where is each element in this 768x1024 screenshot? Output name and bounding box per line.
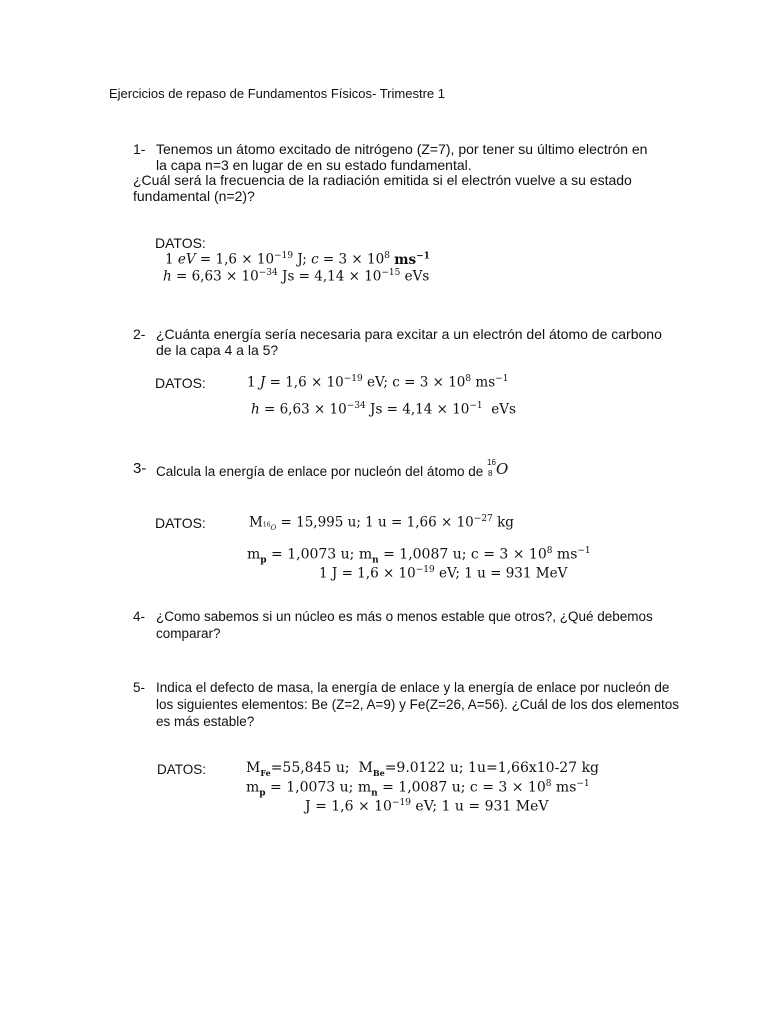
question-2-line-2: de la capa 4 a la 5? xyxy=(156,342,279,358)
question-1-line-2: la capa n=3 en lugar de en su estado fundamental. xyxy=(156,157,472,173)
question-3-text xyxy=(156,460,509,480)
question-1-formula-2: $h = 6,63 \times 10^{-34}$ $Js = 4,14 \times 10^{-15}$ eVs xyxy=(163,268,430,285)
question-2-number: 2- xyxy=(133,326,146,342)
question-4-line-1: ¿Como sabemos si un núcleo es más o menos estable que otros?, ¿Qué debemos xyxy=(156,609,653,624)
question-1-formula-1: 1 eV = $1,6 \times 10^{-19}$ J; $c = 3 \times 10^8$ $ms^{-1}$ xyxy=(165,251,430,268)
question-1-line-4: fundamental (n=2)? xyxy=(133,188,255,204)
question-2-datos-label: DATOS: xyxy=(155,375,206,391)
question-5-line-2: los siguientes elementos: Be (Z=2, A=9) y Fe(Z=26, A=56). ¿Cuál de los dos elementos xyxy=(156,697,680,712)
question-1-number: 1- xyxy=(133,141,146,157)
question-5-formula-1: $M_{Fe}=55,845$ u; $M_{Be}=9.0122$ u; 1u=1,66x10-27 kg xyxy=(246,760,600,778)
isotope-atomic-number: 8 xyxy=(488,469,493,478)
question-4-number: 4- xyxy=(133,609,146,624)
question-2-formula-1: 1 $J = 1,6 \times 10^{-19}$ eV; $c = 3 \times 10^8$ $ms^{-1}$ xyxy=(247,374,509,391)
question-1-line-1: Tenemos un átomo excitado de nitrógeno (Z=7), por tener su último electrón en xyxy=(156,141,648,157)
question-5-number: 5- xyxy=(133,680,146,695)
isotope-mass-number: 16 xyxy=(487,458,496,467)
question-5-datos-label: DATOS: xyxy=(157,762,207,777)
question-5-line-1: Indica el defecto de masa, la energía de enlace y la energía de enlace por nucleón de xyxy=(156,680,670,695)
document-title: Ejercicios de repaso de Fundamentos Físicos- Trimestre 1 xyxy=(109,86,445,101)
question-3-formula-2: $m_p = 1,0073$ u; $m_n = 1,0087$ u; $c = 3 \times 10^8$ $ms^{-1}$ xyxy=(247,546,591,566)
question-5-line-3: es más estable? xyxy=(156,714,255,729)
isotope-symbol: O xyxy=(496,460,509,478)
question-3-formula-3: 1 $J = 1,6 \times 10^{-19}$ eV; 1 u = 931 MeV xyxy=(319,565,568,582)
question-5-formula-2: $m_p = 1,0073$ u; $m_n = 1,0087$ u; $c = 3 \times 10^8$ $ms^{-1}$ xyxy=(246,779,590,799)
question-3-statement: Calcula la energía de enlace por nucleón del átomo de xyxy=(156,464,484,479)
question-3-datos-label: DATOS: xyxy=(155,515,206,531)
question-3-number: 3- xyxy=(133,460,147,477)
question-3-formula-1: $M_{^{16}O} = 15,995$ u; 1 $u = 1,66 \times 10^{-27}$ kg xyxy=(249,514,514,533)
question-4-line-2: comparar? xyxy=(156,626,221,641)
question-5-formula-3: $J = 1,6 \times 10^{-19}$ eV; 1 u = 931 MeV xyxy=(305,798,549,815)
oxygen-16-isotope xyxy=(487,460,509,480)
question-2-line-1: ¿Cuánta energía sería necesaria para excitar a un electrón del átomo de carbono xyxy=(156,326,662,342)
question-1-datos-label: DATOS: xyxy=(155,235,206,251)
question-2-formula-2: $h = 6,63 \times 10^{-34}$ $Js = 4,14 \times 10^{-1}$ eVs xyxy=(251,401,516,418)
question-1-line-3: ¿Cuál será la frecuencia de la radiación emitida si el electrón vuelve a su estado xyxy=(133,172,632,188)
